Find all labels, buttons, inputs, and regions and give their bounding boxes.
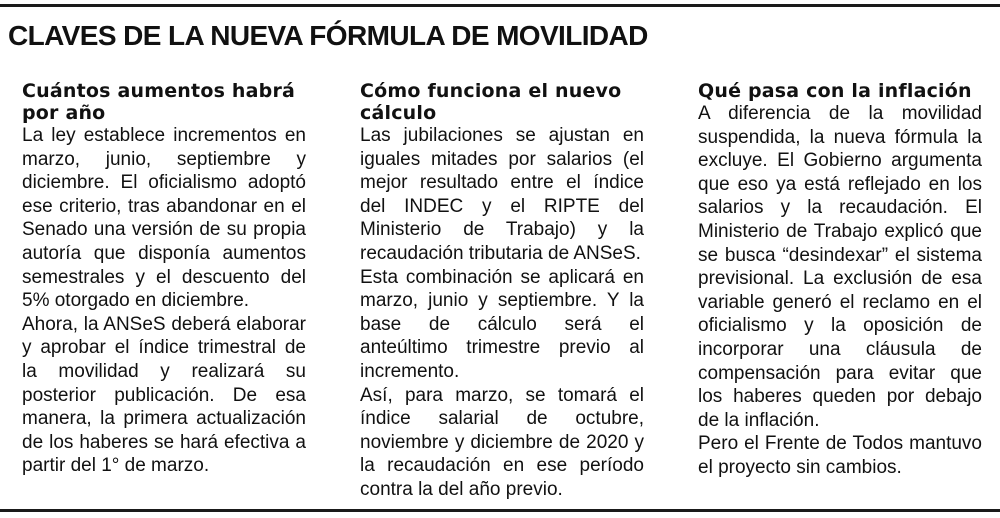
column-title: Qué pasa con la inflación <box>698 80 972 102</box>
column-calculo <box>360 80 644 502</box>
paragraph: Así, para marzo, se tomará el índice salarial de octubre, noviembre y diciembre de 2020 y la recaudación en ese período contra la del año previo. <box>360 384 644 500</box>
paragraph: A diferencia de la movilidad suspendida, la nueva fórmula la excluye. El Gobierno argumenta que eso ya está reflejado en los salarios y la recaudación. El Ministerio de Trabajo explicó que se busca “desindexar” el sistema previsional. La exclusión de esa variable generó el reclamo en el oficialismo y la oposición de incorporar una cláusula de compensación para evitar que los haberes queden por debajo de la inflación. <box>698 103 982 431</box>
paragraph: Las jubilaciones se ajustan en iguales mitades por salarios (el mejor resultado entre el índice del INDEC y el RIPTE del Ministerio de Trabajo) y la recaudación tributaria de ANSeS. <box>360 125 644 264</box>
top-rule <box>0 4 1000 7</box>
headline: CLAVES DE LA NUEVA FÓRMULA DE MOVILIDAD <box>8 20 648 51</box>
paragraph: Esta combinación se aplicará en marzo, junio y septiembre. Y la base de cálculo será el anteúltimo trimestre previo al incremento. <box>360 266 644 382</box>
column-inflacion <box>698 80 982 480</box>
paragraph: Ahora, la ANSeS deberá elaborar y aprobar el índice trimestral de la movilidad y realizará su posterior publicación. De esa manera, la primera actualización de los haberes se hará efectiva a partir del 1° de marzo. <box>22 313 306 477</box>
column-title: Cómo funciona el nuevo cálculo <box>360 80 622 124</box>
paragraph: La ley establece incrementos en marzo, junio, septiembre y diciembre. El oficialismo adoptó ese criterio, tras abandonar en el Senado una versión de su propia autoría que disponía aumentos semestrales y el descuento del 5% otorgado en diciembre. <box>22 125 306 312</box>
paragraph: Pero el Frente de Todos mantuvo el proyecto sin cambios. <box>698 433 982 478</box>
column-aumentos <box>22 80 306 478</box>
bottom-rule <box>0 509 1000 512</box>
column-title: Cuántos aumentos habrá por año <box>22 80 296 124</box>
